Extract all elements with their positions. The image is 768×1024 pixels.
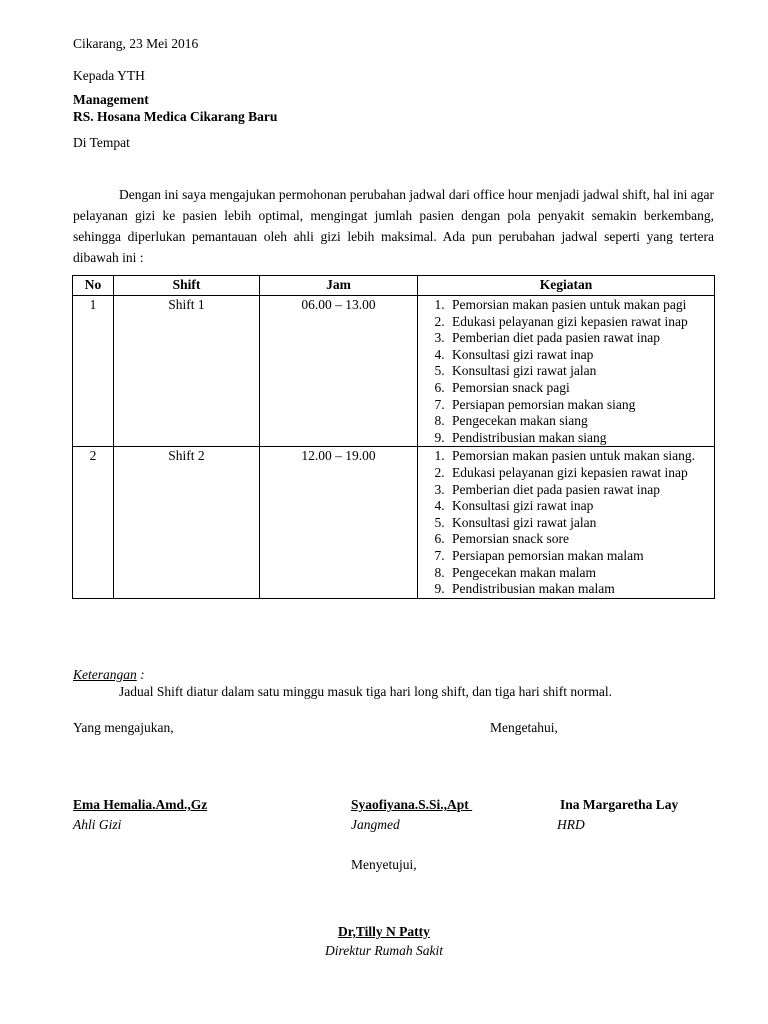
notes-label: Keterangan: [73, 667, 137, 682]
table-header-row: [73, 276, 715, 296]
location-line: Di Tempat: [73, 135, 130, 150]
activity-item: 4. Konsultasi gizi rawat inap: [448, 347, 710, 364]
signer-name-2: Syaofiyana.S.Si.,Apt: [351, 797, 473, 812]
table-row: [73, 447, 715, 598]
approve-label: Menyetujui,: [351, 857, 417, 872]
activity-list: [426, 297, 710, 446]
activity-item: 6. Pemorsian snack pagi: [448, 380, 710, 397]
body-paragraph: [73, 184, 714, 268]
activity-item: 1. Pemorsian makan pasien untuk makan pagi: [448, 297, 710, 314]
schedule-table: [72, 275, 715, 599]
activity-item: 9. Pendistribusian makan malam: [448, 581, 710, 598]
activity-item: 8. Pengecekan makan siang: [448, 413, 710, 430]
activity-item: 5. Konsultasi gizi rawat jalan: [448, 515, 710, 532]
recipient-line-2: RS. Hosana Medica Cikarang Baru: [73, 109, 278, 124]
table-row: [73, 296, 715, 447]
activity-item: 3. Pemberian diet pada pasien rawat inap: [448, 482, 710, 499]
activity-item: 2. Edukasi pelayanan gizi kepasien rawat inap: [448, 465, 710, 482]
cell-kegiatan: [418, 447, 715, 598]
cell-kegiatan: [418, 296, 715, 447]
activity-item: 1. Pemorsian makan pasien untuk makan siang.: [448, 448, 710, 465]
header-kegiatan: Kegiatan: [418, 276, 715, 296]
cell-jam: 12.00 – 19.00: [260, 447, 418, 598]
acknowledge-label: Mengetahui,: [490, 720, 558, 735]
activity-list: [426, 448, 710, 597]
signer-name-4: Dr,Tilly N Patty: [338, 924, 430, 939]
notes-heading: [73, 666, 145, 683]
signer-role-3: HRD: [557, 817, 585, 832]
recipient-line-1: Management: [73, 92, 149, 107]
activity-item: 2. Edukasi pelayanan gizi kepasien rawat inap: [448, 314, 710, 331]
cell-no: 1: [73, 296, 114, 447]
header-shift: Shift: [114, 276, 260, 296]
activity-item: 4. Konsultasi gizi rawat inap: [448, 498, 710, 515]
body-text: Dengan ini saya mengajukan permohonan perubahan jadwal dari office hour menjadi jadwal shift, hal ini agar pelayanan gizi ke pasien lebih optimal, mengingat jumlah pasien dengan pola penyakit semakin berkembang, sehingga diperlukan pemantauan oleh ahli gizi lebih maksimal. Ada pun perubahan jadwal seperti yang tertera dibawah ini :: [73, 187, 714, 265]
header-no: No: [73, 276, 114, 296]
proposer-label: Yang mengajukan,: [73, 720, 174, 735]
activity-item: 7. Persiapan pemorsian makan siang: [448, 397, 710, 414]
cell-no: 2: [73, 447, 114, 598]
cell-shift: Shift 2: [114, 447, 260, 598]
signer-role-2: Jangmed: [351, 817, 400, 832]
header-jam: Jam: [260, 276, 418, 296]
signer-role-4: Direktur Rumah Sakit: [325, 943, 443, 958]
signer-role-1: Ahli Gizi: [73, 817, 122, 832]
notes-colon: :: [136, 667, 145, 682]
letter-date: Cikarang, 23 Mei 2016: [73, 36, 199, 51]
activity-item: 5. Konsultasi gizi rawat jalan: [448, 363, 710, 380]
cell-shift: Shift 1: [114, 296, 260, 447]
notes-text: Jadual Shift diatur dalam satu minggu masuk tiga hari long shift, dan tiga hari shift normal.: [119, 684, 613, 699]
activity-item: 8. Pengecekan makan malam: [448, 565, 710, 582]
activity-item: 6. Pemorsian snack sore: [448, 531, 710, 548]
salutation: Kepada YTH: [73, 68, 145, 83]
activity-item: 7. Persiapan pemorsian makan malam: [448, 548, 710, 565]
cell-jam: 06.00 – 13.00: [260, 296, 418, 447]
activity-item: 3. Pemberian diet pada pasien rawat inap: [448, 330, 710, 347]
signer-name-3: Ina Margaretha Lay: [560, 797, 679, 812]
signer-name-1: Ema Hemalia.Amd.,Gz: [73, 797, 208, 812]
activity-item: 9. Pendistribusian makan siang: [448, 430, 710, 447]
